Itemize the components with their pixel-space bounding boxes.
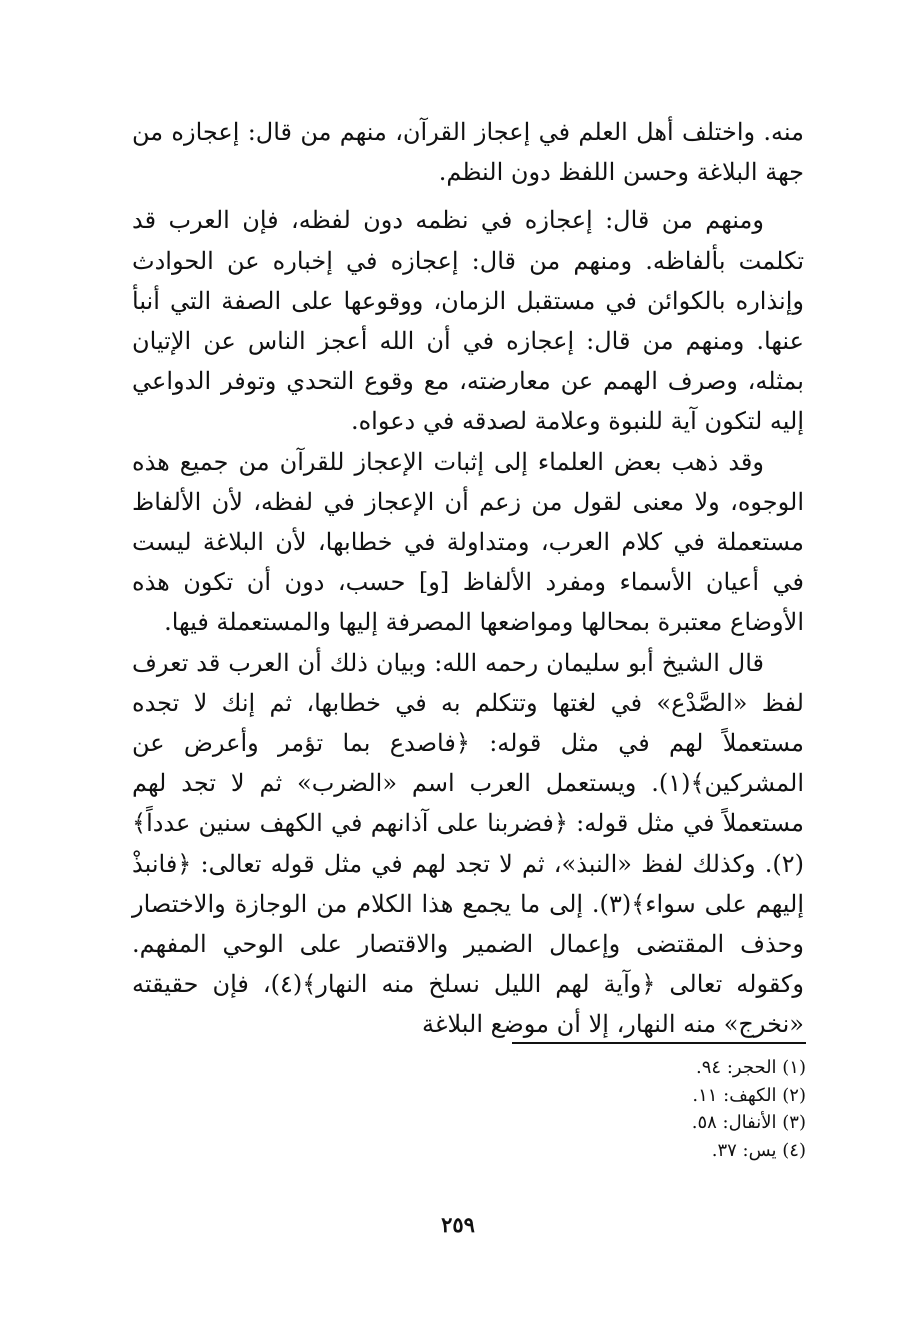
paragraph: ومنهم من قال: إعجازه في نظمه دون لفظه، فإن العرب قد تكلمت بألفاظه. ومنهم من قال: إعجازه في إخباره عن الحوادث وإنذاره بالكوائن في مستقبل الزمان، ووقوعها على الصفة التي أنبأ عنها. ومنهم من قال: إعجازه في أن الله أعجز الناس عن الإتيان بمثله، وصرف الهمم عن معارضته، مع وقوع التحدي وتوفر الدواعي إليه لتكون آية للنبوة وعلامة لصدقه في دعواه. — [132, 206, 804, 436]
paragraph: منه. واختلف أهل العلم في إعجاز القرآن، منهم من قال: إعجازه من جهة البلاغة وحسن اللفظ دون النظم. — [132, 118, 804, 187]
footnote: (٢) الكهف: ١١. — [692, 1084, 806, 1106]
paragraph: وقد ذهب بعض العلماء إلى إثبات الإعجاز للقرآن من جميع هذه الوجوه، ولا معنى لقول من زعم أن الإعجاز في لفظه، لأن الألفاظ مستعملة في كلام العرب، ومتداولة في خطابها، لأن البلاغة ليست في أعيان الأسماء ومفرد الألفاظ [و] حسب، دون أن تكون هذه الأوضاع معتبرة بمحالها ومواضعها المصرفة إليها والمستعملة فيها. — [132, 447, 805, 637]
footnote: (١) الحجر: ٩٤. — [696, 1057, 806, 1078]
paragraph: قال الشيخ أبو سليمان رحمه الله: وبيان ذلك أن العرب قد تعرف لفظ «الصَّدْع» في لغتها وتتكلم به في خطابها، ثم إنك لا تجده مستعملاً لهم في مثل قوله: ﴿فاصدع بما تؤمر وأعرض عن المشركين﴾(١). ويستعمل العرب اسم «الضرب» ثم لا تجد لهم مستعملاً في مثل قوله: ﴿فضربنا على آذانهم في الكهف سنين عدداً﴾(٢). وكذلك لفظ «النبذ»، ثم لا تجد لهم في مثل قوله تعالى: ﴿فانبذْ إليهم على سواء﴾(٣). إلى ما يجمع هذا الكلام من الوجازة والاختصار وحذف المقتضى وإعمال الضمير والاقتصار على الوحي المفهم. وكقوله تعالى ﴿وآية لهم الليل نسلخ منه النهار﴾(٤)، فإن حقيقته «نخرج» منه النهار، إلا أن موضع البلاغة — [132, 648, 805, 1039]
footnote: (٤) يس: ٣٧. — [711, 1139, 806, 1161]
page-number: ٢٥٩ — [441, 1212, 475, 1237]
footnote-divider — [512, 1042, 806, 1044]
footnote: (٣) الأنفال: ٥٨. — [691, 1112, 806, 1133]
footnotes — [500, 1054, 806, 1164]
main-text-block — [132, 112, 804, 1045]
